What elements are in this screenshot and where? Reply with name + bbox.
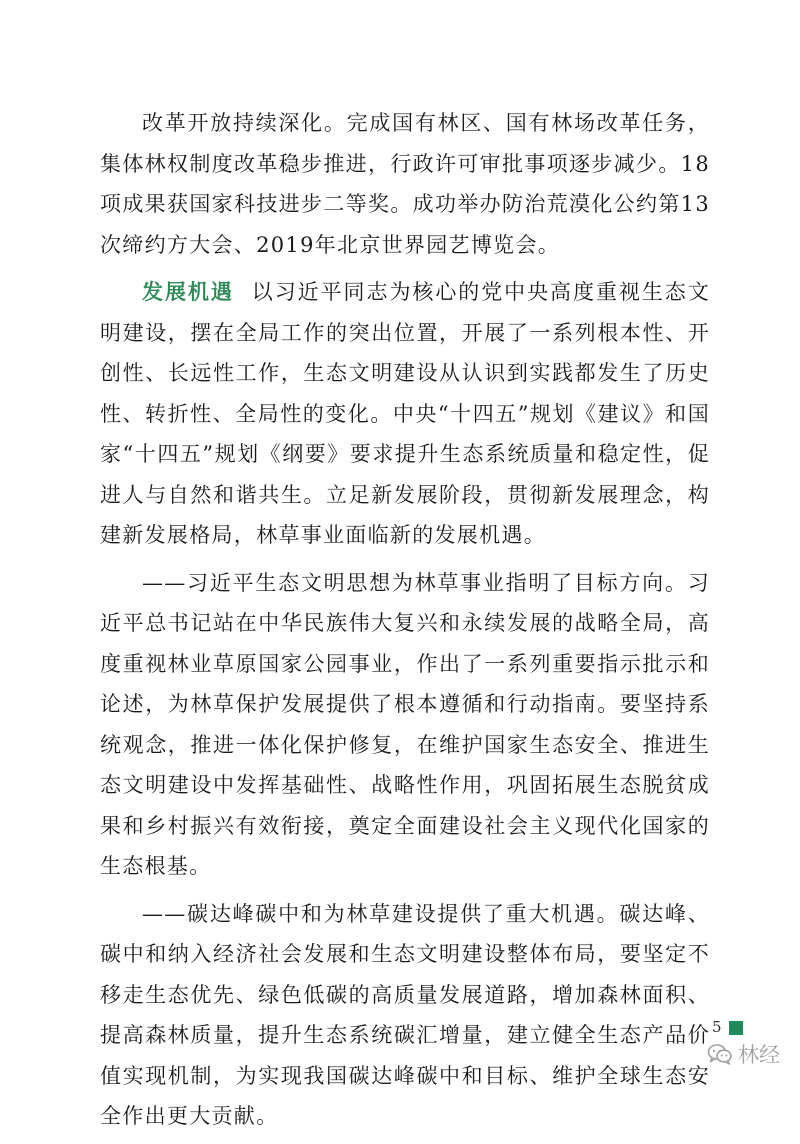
watermark	[707, 1039, 780, 1069]
paragraph-text: 以习近平同志为核心的党中央高度重视生态文明建设，摆在全局工作的突出位置，开展了一系列根本性、开创性、长远性工作，生态文明建设从认识到实践都发生了历史性、转折性、全局性的变化。中央“十四五”规划《建议》和国家“十四五”规划《纲要》要求提升生态系统质量和稳定性，促进人与自然和谐共生。立足新发展阶段，贯彻新发展理念，构建新发展格局，林草事业面临新的发展机遇。	[100, 280, 711, 547]
section-heading: 发展机遇	[142, 280, 234, 304]
paragraph-carbon-neutrality	[100, 894, 710, 1137]
paragraph-text: ——碳达峰碳中和为林草建设提供了重大机遇。碳达峰、碳中和纳入经济社会发展和生态文明建设整体布局，要坚定不移走生态优先、绿色低碳的高质量发展道路，增加森林面积、提高森林质量，提升生态系统碳汇增量，建立健全生态产品价值实现机制，为实现我国碳达峰碳中和目标、维护全球生态安全作出更大贡献。	[100, 901, 710, 1128]
paragraph-opportunities	[100, 272, 710, 556]
watermark-text: 林经	[738, 1043, 780, 1067]
paragraph-xi-thought	[100, 563, 710, 887]
wechat-icon	[707, 1043, 733, 1065]
body-text	[100, 103, 710, 1144]
paragraph-text: ——习近平生态文明思想为林草事业指明了目标方向。习近平总书记站在中华民族伟大复兴和永续发展的战略全局，高度重视林业草原国家公园事业，作出了一系列重要指示批示和论述，为林草保护发展提供了根本遵循和行动指南。要坚持系统观念，推进一体化保护修复，在维护国家生态安全、推进生态文明建设中发挥基础性、战略性作用，巩固拓展生态脱贫成果和乡村振兴有效衔接，奠定全面建设社会主义现代化国家的生态根基。	[100, 570, 710, 878]
page-number: 5	[712, 1018, 722, 1036]
page-marker	[729, 1021, 743, 1035]
paragraph-text: 改革开放持续深化。完成国有林区、国有林场改革任务，集体林权制度改革稳步推进，行政许可审批事项逐步减少。18项成果获国家科技进步二等奖。成功举办防治荒漠化公约第13次缔约方大会、2019年北京世界园艺博览会。	[100, 111, 710, 257]
paragraph-reform	[100, 103, 710, 265]
